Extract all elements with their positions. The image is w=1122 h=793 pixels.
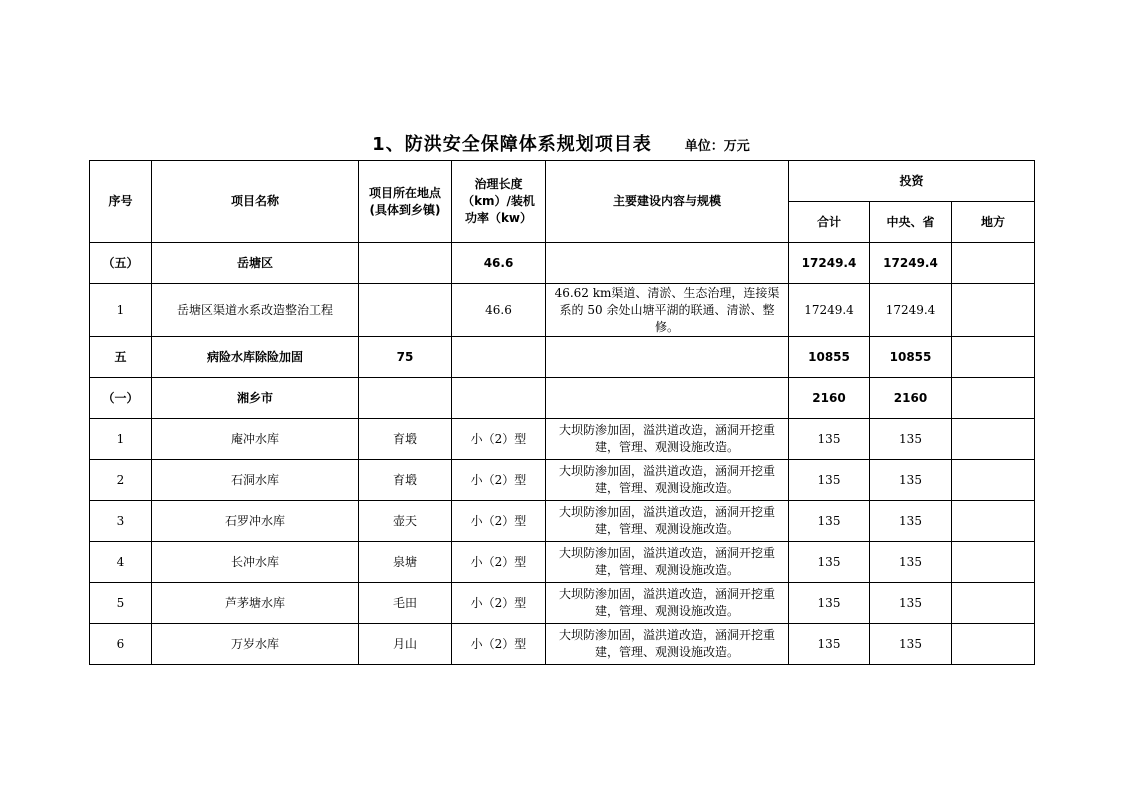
cell-central: 17249.4 [870,243,952,284]
table-row [90,460,1035,501]
header-content: 主要建设内容与规模 [546,161,789,243]
cell-location: 75 [359,337,452,378]
cell-local [952,583,1035,624]
cell-content: 46.62 km渠道、清淤、生态治理，连接渠系的 50 余处山塘平湖的联通、清淤、整修。 [546,284,789,337]
table-row [90,419,1035,460]
cell-total: 135 [789,542,870,583]
cell-length: 小（2）型 [452,624,546,665]
cell-name: 岳塘区 [152,243,359,284]
cell-content: 大坝防渗加固，溢洪道改造，涵洞开挖重建，管理、观测设施改造。 [546,542,789,583]
cell-local [952,337,1035,378]
cell-total: 135 [789,419,870,460]
table-row [90,337,1035,378]
cell-length: 小（2）型 [452,542,546,583]
header-name: 项目名称 [152,161,359,243]
cell-total: 135 [789,624,870,665]
cell-central: 135 [870,419,952,460]
cell-name: 病险水库除险加固 [152,337,359,378]
table-row [90,583,1035,624]
cell-length: 46.6 [452,243,546,284]
cell-total: 135 [789,460,870,501]
header-local: 地方 [952,202,1035,243]
cell-seq: 五 [90,337,152,378]
title-row [0,130,1122,156]
cell-location: 月山 [359,624,452,665]
table-row [90,624,1035,665]
cell-content [546,378,789,419]
header-investment: 投资 [789,161,1035,202]
cell-length: 小（2）型 [452,501,546,542]
cell-location [359,378,452,419]
cell-local [952,243,1035,284]
cell-location: 毛田 [359,583,452,624]
cell-total: 17249.4 [789,243,870,284]
cell-location [359,243,452,284]
cell-local [952,378,1035,419]
cell-central: 135 [870,583,952,624]
cell-name: 石罗冲水库 [152,501,359,542]
cell-seq: 1 [90,419,152,460]
cell-name: 庵冲水库 [152,419,359,460]
cell-seq: 6 [90,624,152,665]
cell-name: 长冲水库 [152,542,359,583]
cell-content: 大坝防渗加固，溢洪道改造，涵洞开挖重建，管理、观测设施改造。 [546,460,789,501]
cell-central: 135 [870,460,952,501]
cell-central: 10855 [870,337,952,378]
project-table [89,160,1035,665]
cell-central: 17249.4 [870,284,952,337]
table-row [90,378,1035,419]
cell-name: 芦茅塘水库 [152,583,359,624]
cell-content: 大坝防渗加固，溢洪道改造，涵洞开挖重建，管理、观测设施改造。 [546,624,789,665]
table-row [90,243,1035,284]
table-row [90,284,1035,337]
cell-location: 泉塘 [359,542,452,583]
table-row [90,542,1035,583]
cell-seq: 5 [90,583,152,624]
cell-central: 2160 [870,378,952,419]
cell-length [452,337,546,378]
cell-total: 17249.4 [789,284,870,337]
cell-length [452,378,546,419]
cell-location: 育塅 [359,419,452,460]
cell-total: 2160 [789,378,870,419]
cell-local [952,501,1035,542]
cell-name: 万岁水库 [152,624,359,665]
header-location: 项目所在地点(具体到乡镇) [359,161,452,243]
cell-total: 135 [789,583,870,624]
cell-content [546,337,789,378]
cell-seq: 2 [90,460,152,501]
cell-central: 135 [870,542,952,583]
unit-label: 单位：万元 [684,139,750,154]
cell-seq: 1 [90,284,152,337]
page-title: 1、防洪安全保障体系规划项目表 [372,134,652,155]
cell-length: 46.6 [452,284,546,337]
cell-name: 岳塘区渠道水系改造整治工程 [152,284,359,337]
cell-content: 大坝防渗加固，溢洪道改造，涵洞开挖重建，管理、观测设施改造。 [546,501,789,542]
header-seq: 序号 [90,161,152,243]
cell-local [952,284,1035,337]
cell-length: 小（2）型 [452,583,546,624]
table-row [90,501,1035,542]
cell-name: 石洞水库 [152,460,359,501]
cell-local [952,419,1035,460]
cell-seq: 3 [90,501,152,542]
cell-total: 135 [789,501,870,542]
cell-local [952,460,1035,501]
cell-local [952,542,1035,583]
cell-content: 大坝防渗加固，溢洪道改造，涵洞开挖重建，管理、观测设施改造。 [546,419,789,460]
cell-local [952,624,1035,665]
cell-location: 壶天 [359,501,452,542]
cell-location [359,284,452,337]
cell-seq: 4 [90,542,152,583]
cell-name: 湘乡市 [152,378,359,419]
header-total: 合计 [789,202,870,243]
cell-location: 育塅 [359,460,452,501]
header-central: 中央、省 [870,202,952,243]
cell-content [546,243,789,284]
cell-length: 小（2）型 [452,460,546,501]
header-row [90,161,1035,202]
header-length: 治理长度（km）/装机功率（kw） [452,161,546,243]
cell-content: 大坝防渗加固，溢洪道改造，涵洞开挖重建，管理、观测设施改造。 [546,583,789,624]
cell-central: 135 [870,501,952,542]
cell-length: 小（2）型 [452,419,546,460]
cell-seq: （一） [90,378,152,419]
cell-central: 135 [870,624,952,665]
cell-seq: （五） [90,243,152,284]
cell-total: 10855 [789,337,870,378]
